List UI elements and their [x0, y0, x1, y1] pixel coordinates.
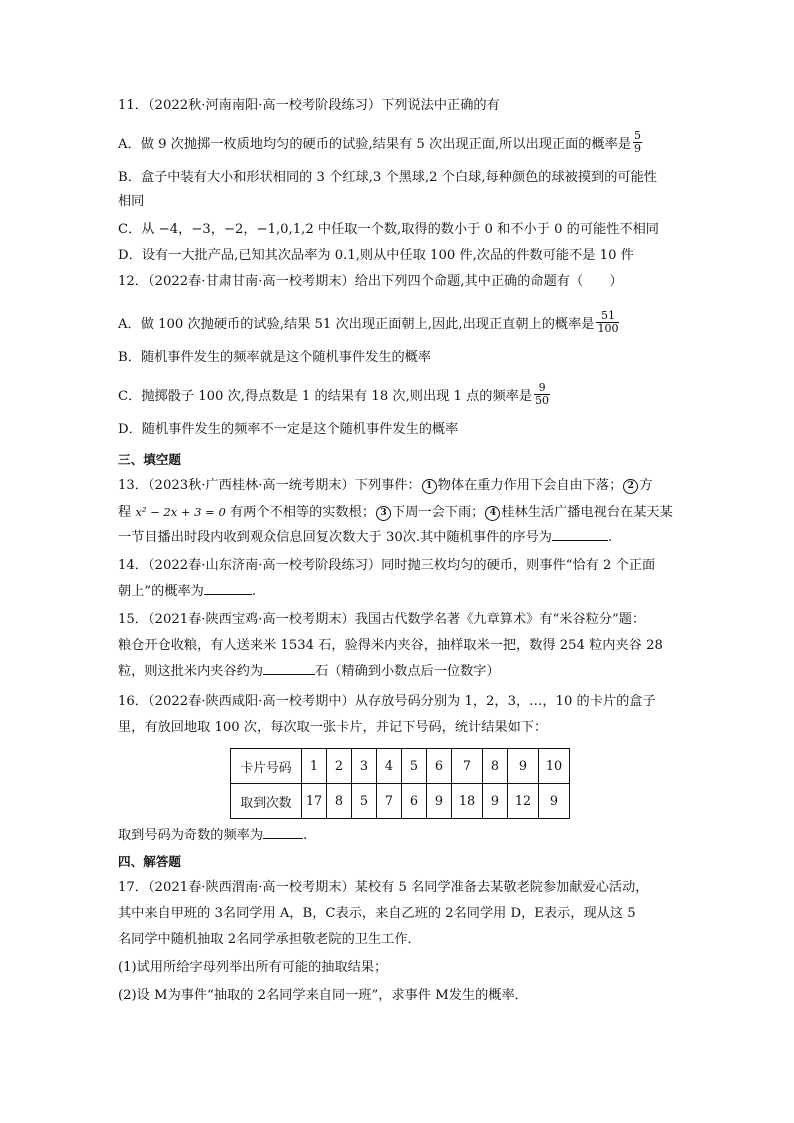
table-cell: 5 — [402, 749, 427, 784]
fraction — [596, 310, 619, 335]
q11-option-b-line1: B．盒子中装有大小和形状相同的 3 个红球,3 个黑球,2 个白球,每种颜色的球被摸到的可能性 — [118, 170, 657, 185]
table-cell: 7 — [377, 784, 402, 819]
table-header-card-number: 卡片号码 — [231, 749, 302, 784]
q11-option-c: C．从 −4，−3，−2，−1,0,1,2 中任取一个数,取得的数小于 0 和不小于 0 的可能性不相同 — [118, 222, 659, 237]
q12-option-a — [118, 309, 619, 337]
fraction-denominator: 100 — [597, 322, 619, 335]
circled-number: 2 — [623, 479, 638, 494]
q13-period: . — [607, 530, 613, 545]
q11-option-a-text: A．做 9 次抛掷一枚质地均匀的硬币的试验,结果有 5 次出现正面,所以出现正面的概率是 — [118, 137, 632, 152]
circled-number: 3 — [376, 506, 391, 521]
q15-question: 粒，则这批米内夹谷约为 — [118, 664, 264, 679]
q17-line1: 17．（2021春·陕西渭南·高一校考期末）某校有 5 名同学准备去某敬老院参加献爱心活动， — [118, 880, 649, 895]
section-fill-in-title: 三、填空题 — [118, 452, 181, 467]
q13-line2 — [118, 502, 673, 523]
fraction-numerator: 51 — [600, 309, 615, 322]
q14-question: 朝上”的概率为 — [118, 584, 204, 599]
table-cell: 12 — [508, 784, 539, 819]
section-solve-title: 四、解答题 — [118, 854, 181, 869]
circled-number: 4 — [485, 506, 500, 521]
table-cell: 9 — [427, 784, 452, 819]
table-cell: 9 — [483, 784, 508, 819]
fraction-denominator: 9 — [634, 142, 642, 155]
q11-stem: 11．（2022秋·河南南阳·高一校考阶段练习）下列说法中正确的有 — [118, 98, 500, 113]
q12-option-a-text: A．做 100 次抛硬币的试验,结果 51 次出现正面朝上,因此,出现正直朝上的概率是 — [118, 317, 595, 332]
table-cell: 8 — [327, 784, 352, 819]
q16-question — [118, 826, 307, 846]
q12-stem: 12．（2022春·甘肃甘南·高一校考期末）给出下列四个命题,其中正确的命题有（ ） — [118, 274, 623, 289]
q13-line3 — [118, 528, 612, 548]
q11-option-a — [118, 129, 642, 157]
q17-line3: 名同学中随机抽取 2名同学承担敬老院的卫生工作． — [118, 932, 421, 947]
q13-event-2-start: 方 — [639, 478, 653, 493]
table-cell: 4 — [377, 749, 402, 784]
q12-option-c-text: C．抛掷骰子 100 次,得点数是 1 的结果有 18 次,则出现 1 点的频率是 — [118, 389, 533, 404]
q13-stem: 13．（2023秋·广西桂林·高一统考期末）下列事件： — [118, 478, 421, 493]
q16-question-text: 取到号码为奇数的频率为 — [118, 828, 264, 843]
table-cell: 3 — [352, 749, 377, 784]
table-cell: 6 — [427, 749, 452, 784]
table-cell: 17 — [302, 784, 327, 819]
table-cell: 10 — [539, 749, 570, 784]
q13-event-2-rest: 有两个不相等的实数根； — [229, 505, 376, 520]
table-cell: 1 — [302, 749, 327, 784]
q13-question: 一节目播出时段内收到观众信息回复次数大于 30次.其中随机事件的序号为 — [118, 530, 552, 545]
table-cell: 8 — [483, 749, 508, 784]
card-count-table — [230, 748, 570, 819]
fraction — [633, 130, 642, 155]
q14-line2 — [118, 582, 256, 602]
table-cell: 9 — [539, 784, 570, 819]
table-cell: 2 — [327, 749, 352, 784]
table-cell: 18 — [452, 784, 483, 819]
table-cell: 9 — [508, 749, 539, 784]
q12-option-d: D．随机事件发生的频率不一定是这个随机事件发生的概率 — [118, 422, 459, 437]
q14-line1: 14．（2022春·山东济南·高一校考阶段练习）同时抛三枚均匀的硬币，则事件“恰有 2 个正面 — [118, 558, 656, 573]
q11-option-b-line2: 相同 — [118, 194, 145, 209]
q13-line1 — [118, 476, 653, 496]
q17-part1: (1)试用所给字母列举出所有可能的抽取结果； — [118, 960, 388, 975]
fraction-denominator: 50 — [535, 394, 550, 407]
answer-blank[interactable] — [204, 582, 252, 595]
q15-unit-note: 石（精确到小数点后一位数字） — [315, 664, 500, 679]
q13-event-3: 下周一会下雨； — [392, 505, 485, 520]
answer-blank[interactable] — [263, 826, 303, 839]
table-cell: 7 — [452, 749, 483, 784]
q13-event-1: 物体在重力作用下会自由下落； — [437, 478, 623, 493]
q12-option-c — [118, 381, 550, 409]
q17-line2: 其中来自甲班的 3名同学用 A，B，C表示，来自乙班的 2名同学用 D，E表示，现从这 5 — [118, 906, 636, 921]
fraction — [534, 382, 550, 407]
table-row — [231, 784, 570, 819]
table-header-draw-count: 取到次数 — [231, 784, 302, 819]
q16-line2: 里，有放回地取 100 次，每次取一张卡片，并记下号码，统计结果如下： — [118, 720, 548, 735]
table-row — [231, 749, 570, 784]
q11-option-d: D．设有一大批产品,已知其次品率为 0.1,则从中任取 100 件,次品的件数可能不是 10 件 — [118, 248, 634, 263]
answer-blank[interactable] — [263, 662, 315, 675]
table-cell: 6 — [402, 784, 427, 819]
fraction-numerator: 9 — [538, 381, 546, 394]
circled-number: 1 — [422, 479, 437, 494]
answer-blank[interactable] — [552, 528, 608, 541]
q16-period: . — [303, 828, 308, 843]
q15-line3 — [118, 662, 500, 682]
q13-event-4: 桂林生活广播电视台在某天某 — [501, 505, 673, 520]
q13-event-2-prefix: 程 — [118, 505, 132, 520]
q17-part2: (2)设 M为事件“抽取的 2名同学来自同一班”，求事件 M发生的概率． — [118, 988, 528, 1003]
q14-period: . — [251, 584, 257, 599]
q15-line1: 15．（2021春·陕西宝鸡·高一校考期末）我国古代数学名著《九章算术》有“米谷粒分”题： — [118, 612, 646, 627]
q15-line2: 粮仓开仓收粮，有人送来米 1534 石，验得米内夹谷，抽样取米一把，数得 254 粒内夹谷 28 — [118, 638, 663, 653]
fraction-numerator: 5 — [634, 129, 642, 142]
q12-option-b: B．随机事件发生的频率就是这个随机事件发生的概率 — [118, 350, 432, 365]
table-cell: 5 — [352, 784, 377, 819]
q16-line1: 16．（2022春·陕西咸阳·高一校考期中）从存放号码分别为 1，2，3，…，10 的卡片的盒子 — [118, 694, 656, 709]
q13-equation: x² − 2x + 3 = 0 — [135, 505, 226, 519]
